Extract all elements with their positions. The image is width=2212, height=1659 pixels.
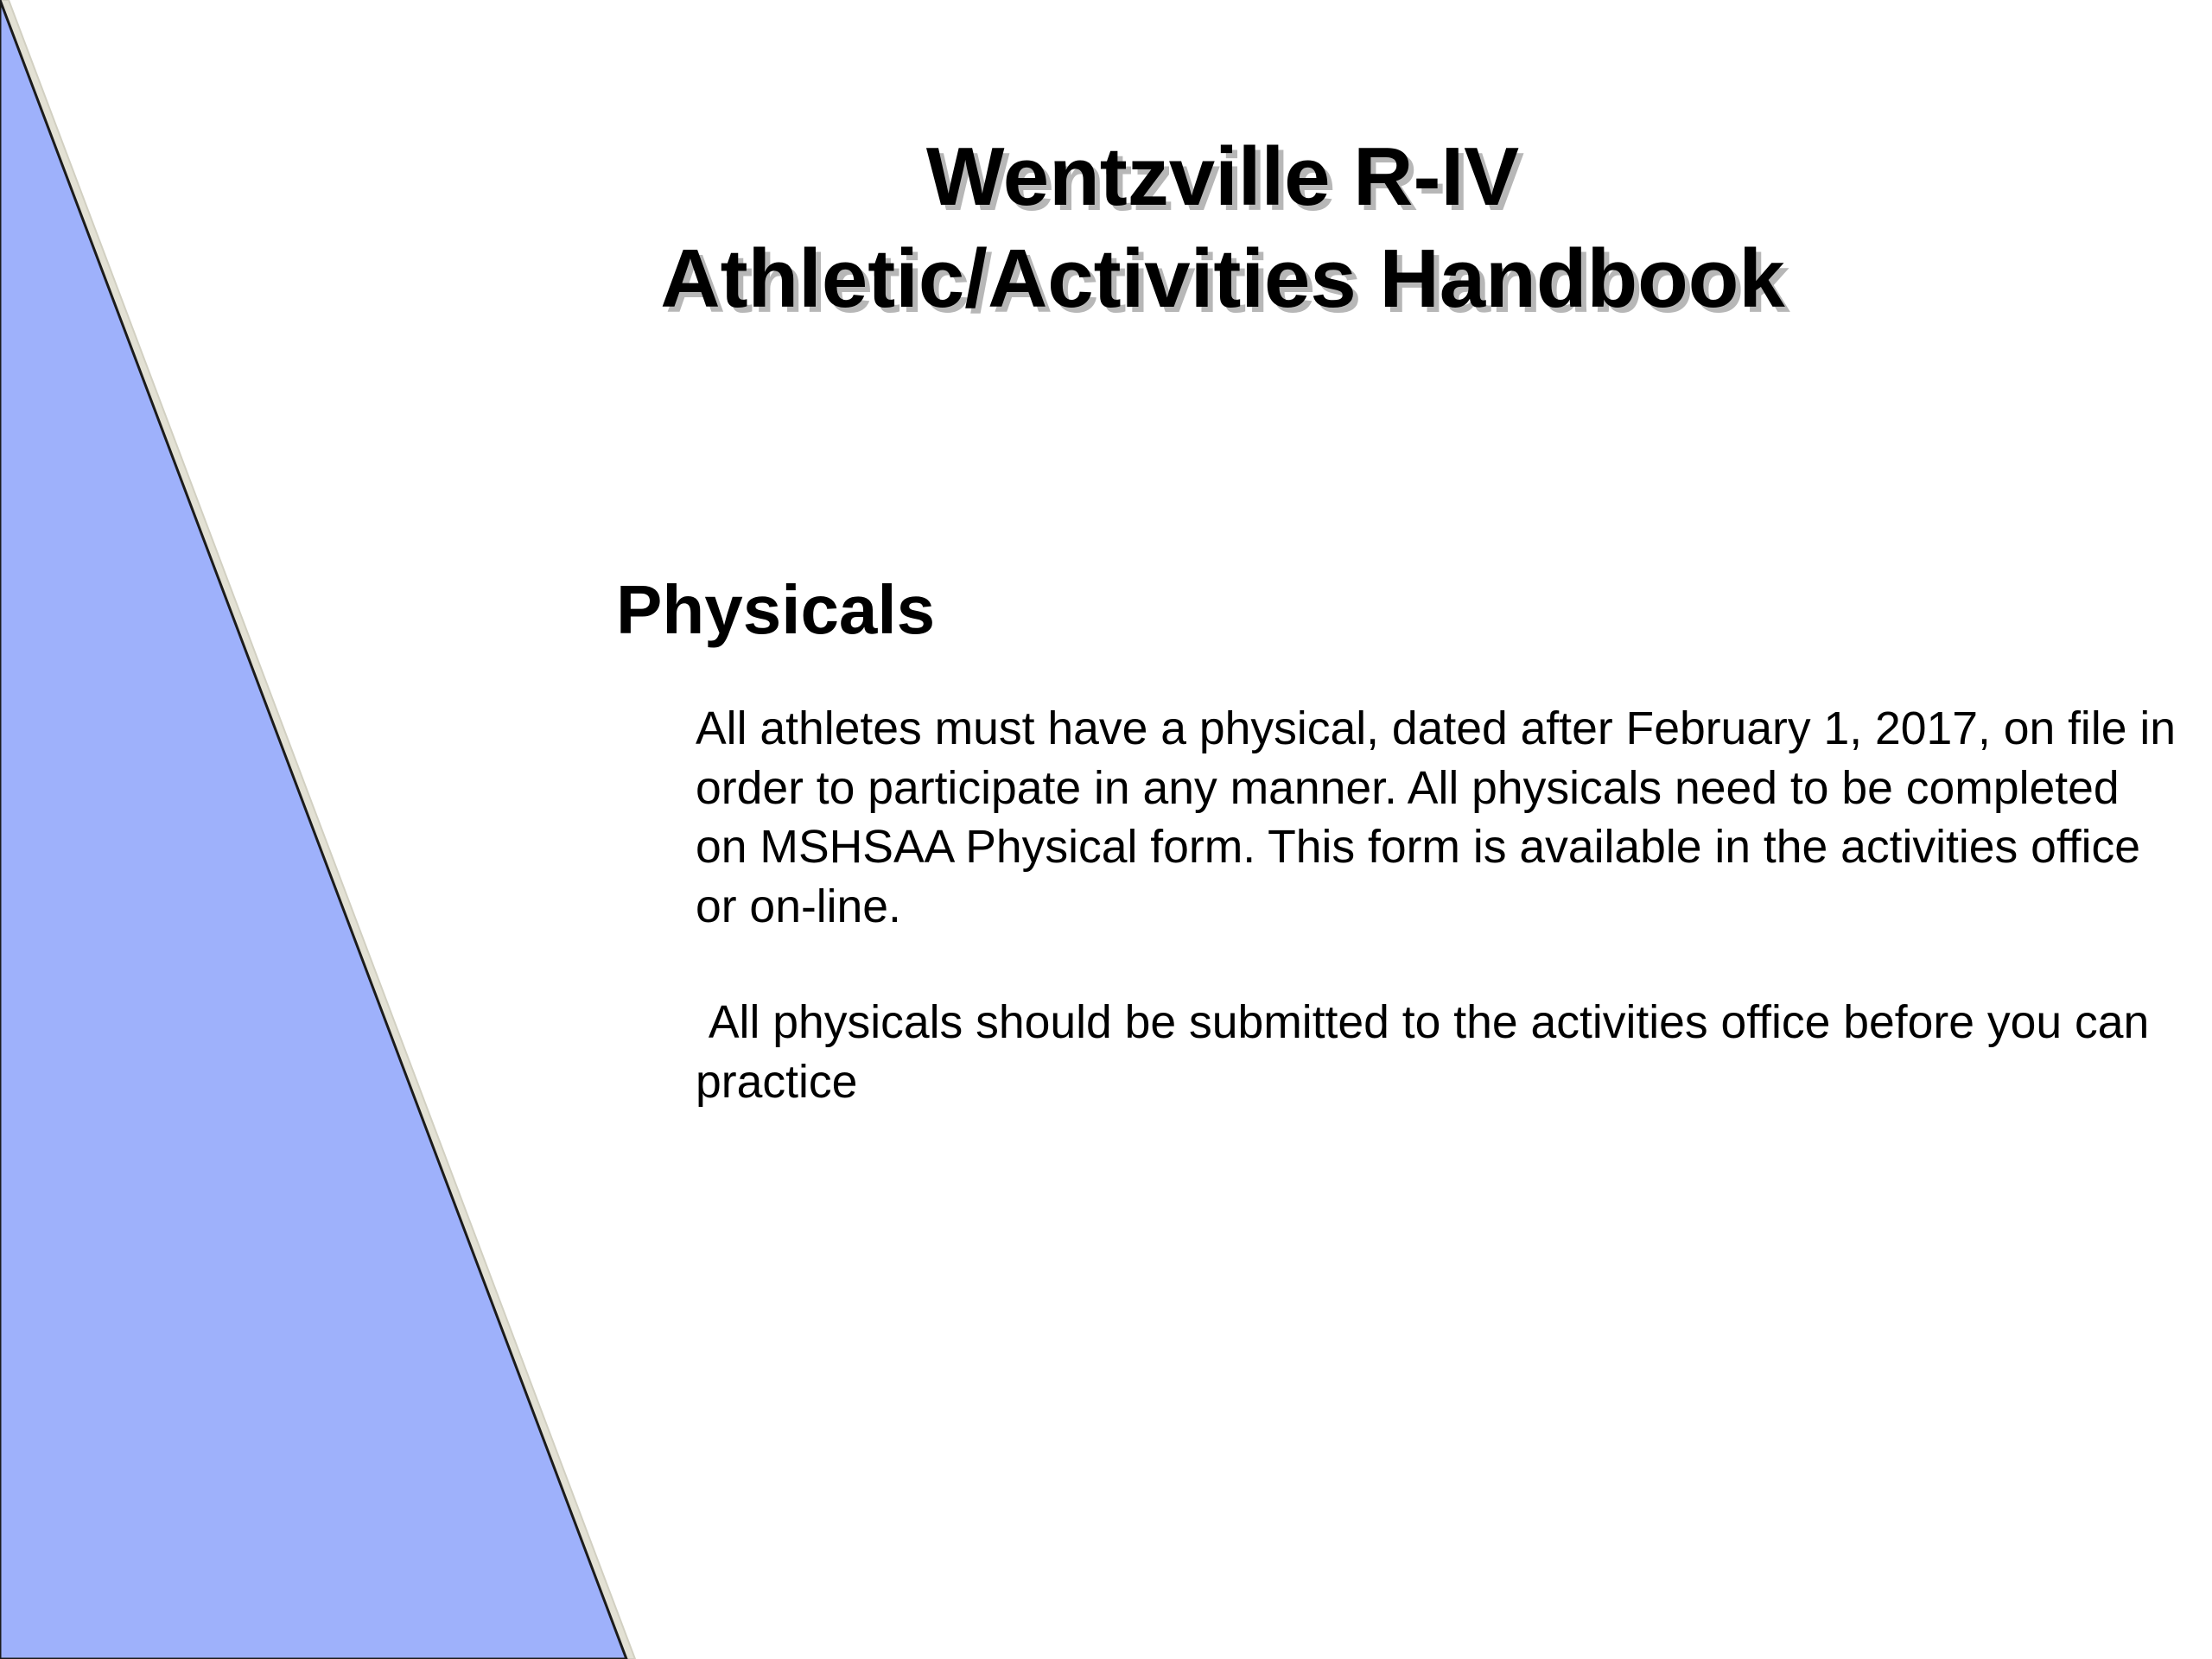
body-paragraph-2: All physicals should be submitted to the activities office before you can practice [696, 997, 2163, 1108]
body-paragraph-1: All athletes must have a physical, dated after February 1, 2017, on file in order to participate in any manner. All physicals need to be completed on MSHSAA Physical form. This form is available in the activities office or on-line. [696, 703, 2176, 932]
page-title [510, 126, 1936, 330]
title-line-1: Wentzville R-IV [925, 130, 1520, 223]
title-line-2: Athletic/Activities Handbook [660, 232, 1785, 325]
section-heading: Physicals [616, 571, 936, 648]
